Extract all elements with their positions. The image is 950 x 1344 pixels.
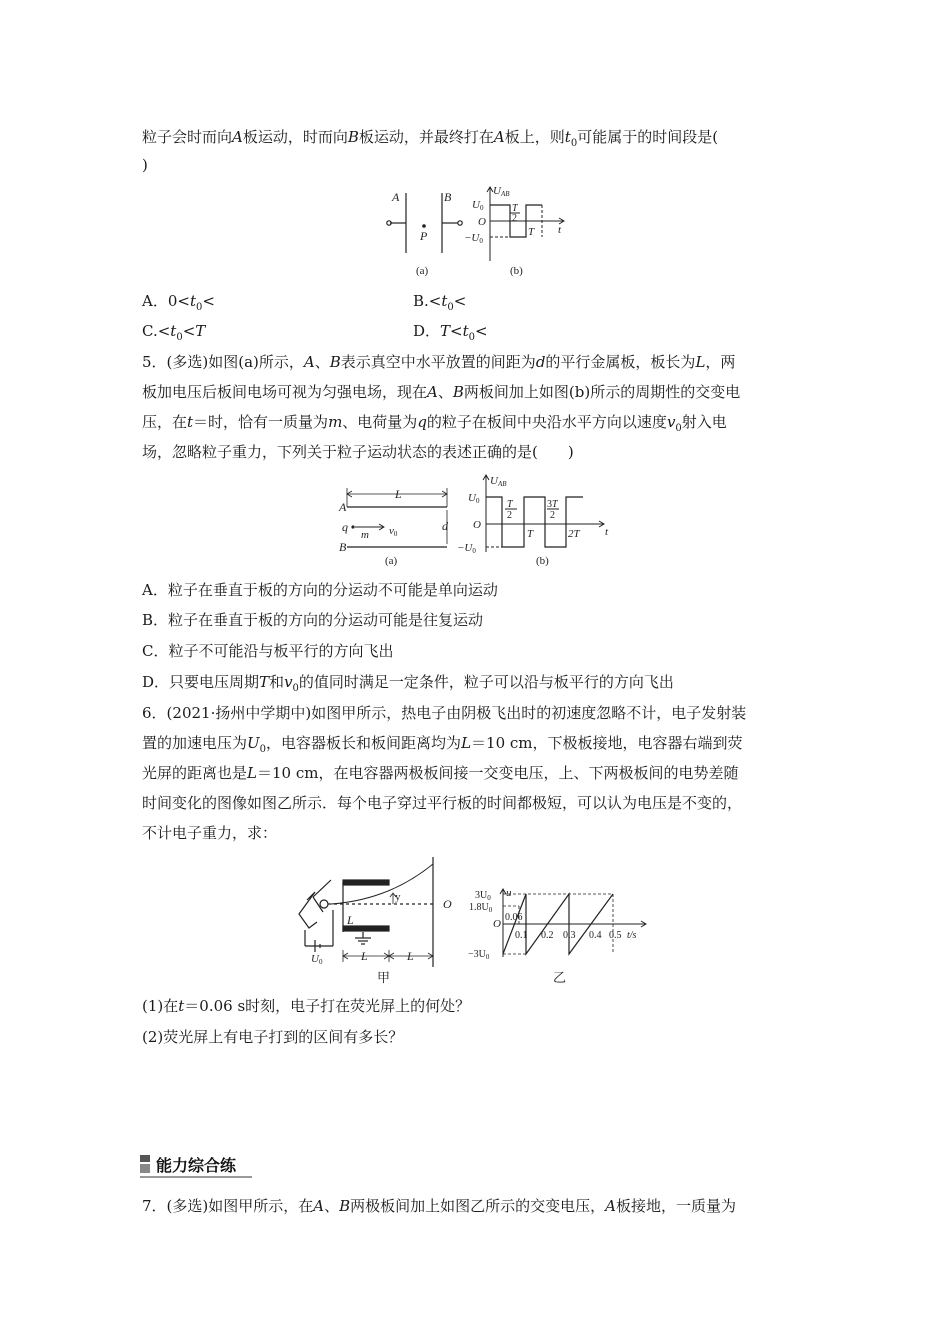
- q6-stem-line3: 光屏的距离也是L＝10 cm，在电容器两极板间接一交变电压，上、下两极板间的电势差随: [142, 764, 739, 782]
- q5-label-t-half-num: T: [507, 499, 513, 510]
- q5-stem-line1: 5．(多选)如图(a)所示，A、B表示真空中水平放置的间距为d的平行金属板，板长为L，两: [142, 353, 736, 371]
- q5-label-neg-u0: −U0: [457, 542, 476, 555]
- q6-sub2: (2)荧光屏上有电子打到的区间有多长？: [142, 1028, 404, 1046]
- section-heading: [140, 1152, 236, 1176]
- q4-label-t-half-den: 2: [512, 213, 517, 224]
- q4-axis-t: t: [558, 224, 562, 236]
- q4-figure: [380, 183, 580, 283]
- q4-caption-b: (b): [510, 265, 523, 277]
- q6-label-u0: U0: [311, 953, 323, 966]
- q4-label-b: B: [444, 190, 452, 204]
- q5-label-d: d: [442, 519, 448, 533]
- q4-label-a: A: [392, 190, 400, 204]
- q4-label-u0: U0: [472, 199, 484, 212]
- section-bar-icon: [140, 1155, 150, 1173]
- q5-label-3t-half-num: 3T: [547, 499, 558, 510]
- q4-label-p: P: [420, 229, 428, 243]
- q5-stem-line2: 板加电压后板间电场可视为匀强电场，现在A、B两板间加上如图(b)所示的周期性的交变电: [142, 383, 741, 401]
- q4-option-b: $B.<t_0<$: [413, 292, 467, 313]
- q4-stem-line1: 粒子会时而向A板运动，时而向B板运动，并最终打在A板上，则$t_0$可能属于的时间段是(: [142, 128, 719, 149]
- q5-option-b: B．粒子在垂直于板的方向的分运动可能是往复运动: [142, 611, 484, 629]
- q6-label-3u0: $3U_0$: [475, 890, 491, 902]
- q5-label-2t: 2T: [568, 528, 580, 540]
- q5-label-v0: v0: [389, 525, 398, 538]
- q6-stem-line2: 置的加速电压为$U_0$，电容器板长和板间距离均为L＝10 cm，下极板接地，电容器右端到荧: [142, 734, 743, 755]
- q5-figure: [335, 472, 625, 572]
- q4-option-d: D．$T<t_0<$: [413, 322, 488, 343]
- q6-fig-yi: [500, 889, 646, 957]
- section-title: 能力综合练: [156, 1155, 237, 1175]
- q7-stem-line1: 7．(多选)如图甲所示，在A、B两极板间加上如图乙所示的交变电压，A板接地，一质量为: [142, 1197, 737, 1215]
- q4-axis-uab: UAB: [493, 185, 510, 198]
- q4-stem-line2: ): [142, 156, 148, 174]
- q5-axis-uab: UAB: [490, 475, 507, 488]
- q4-option-c: $C.<t_0<T$: [142, 322, 206, 343]
- q5-caption-b: (b): [536, 555, 549, 567]
- q5-label-3t-half-den: 2: [550, 510, 555, 521]
- q6-caption-yi: 乙: [553, 970, 567, 985]
- q6-label-o: O: [493, 918, 501, 930]
- q6-label-neg-3u0: $-3U_0$: [468, 949, 490, 961]
- q5-option-d: D．只要电压周期T和$v_0$的值同时满足一定条件，粒子可以沿与板平行的方向飞出: [142, 673, 674, 694]
- q6-tick-0-5: 0.5: [609, 930, 622, 941]
- q5-label-period: T: [527, 528, 534, 540]
- q5-label-a: A: [339, 500, 347, 514]
- q6-label-screen-o: O: [443, 897, 452, 911]
- q5-stem-line3: 压，在t＝时，恰有一质量为m、电荷量为q的粒子在板间中央沿水平方向以速度$v_0$射入电: [142, 413, 727, 434]
- q4-label-o: O: [478, 216, 486, 228]
- q5-label-u0: U0: [468, 492, 480, 505]
- q6-tick-0-2: 0.2: [541, 930, 554, 941]
- q5-label-m: m: [361, 529, 369, 541]
- q6-label-l: L: [347, 913, 354, 927]
- q6-stem-line5: 不计电子重力，求：: [142, 824, 278, 842]
- q6-axis-u: u: [506, 887, 512, 899]
- q4-caption-a: (a): [416, 265, 429, 277]
- q6-tick-0-1: 0.1: [515, 930, 528, 941]
- q5-option-a: A．粒子在垂直于板的方向的分运动不可能是单向运动: [142, 581, 498, 599]
- q4-option-a: A．$0<t_0<$: [142, 292, 215, 313]
- q6-tick-0-06: 0.06: [505, 912, 523, 923]
- q6-dim-l2: L: [407, 949, 414, 963]
- q5-label-o: O: [473, 519, 481, 531]
- q6-axis-ts: t/s: [627, 930, 637, 941]
- q5-caption-a: (a): [385, 555, 398, 567]
- q4-label-period: T: [528, 226, 535, 238]
- q6-tick-0-4: 0.4: [589, 930, 602, 941]
- q6-stem-line4: 时间变化的图像如图乙所示．每个电子穿过平行板的时间都极短，可以认为电压是不变的，: [142, 794, 743, 812]
- q5-label-l: L: [395, 487, 402, 501]
- q5-stem-line4: 场，忽略粒子重力，下列关于粒子运动状态的表述正确的是( ): [142, 443, 574, 461]
- particle-p-dot: [422, 224, 426, 228]
- q6-label-1-8u0: $1.8U_0$: [469, 902, 493, 914]
- q4-label-t-half-num: T: [512, 203, 518, 214]
- q6-stem-line1: 6．(2021·扬州中学期中)如图甲所示，热电子由阴极飞出时的初速度忽略不计，电子发射装: [142, 704, 747, 722]
- q5-axis-t: t: [605, 526, 609, 538]
- q5-label-t-half-den: 2: [507, 510, 512, 521]
- q6-dim-l1: L: [361, 949, 368, 963]
- q4-label-neg-u0: −U0: [464, 232, 483, 245]
- q5-option-c: C．粒子不可能沿与板平行的方向飞出: [142, 642, 394, 660]
- q6-sub1: (1)在t＝0.06 s时刻，电子打在荧光屏上的何处？: [142, 997, 471, 1015]
- q5-label-q: q: [342, 520, 348, 534]
- q6-caption-jia: 甲: [377, 970, 391, 985]
- q4-fig-b: [487, 187, 564, 261]
- q6-label-y: y: [395, 891, 401, 903]
- q5-label-b: B: [339, 540, 347, 554]
- q6-figure: [293, 852, 663, 987]
- section-underline: [140, 1176, 252, 1178]
- q6-tick-0-3: 0.3: [563, 930, 576, 941]
